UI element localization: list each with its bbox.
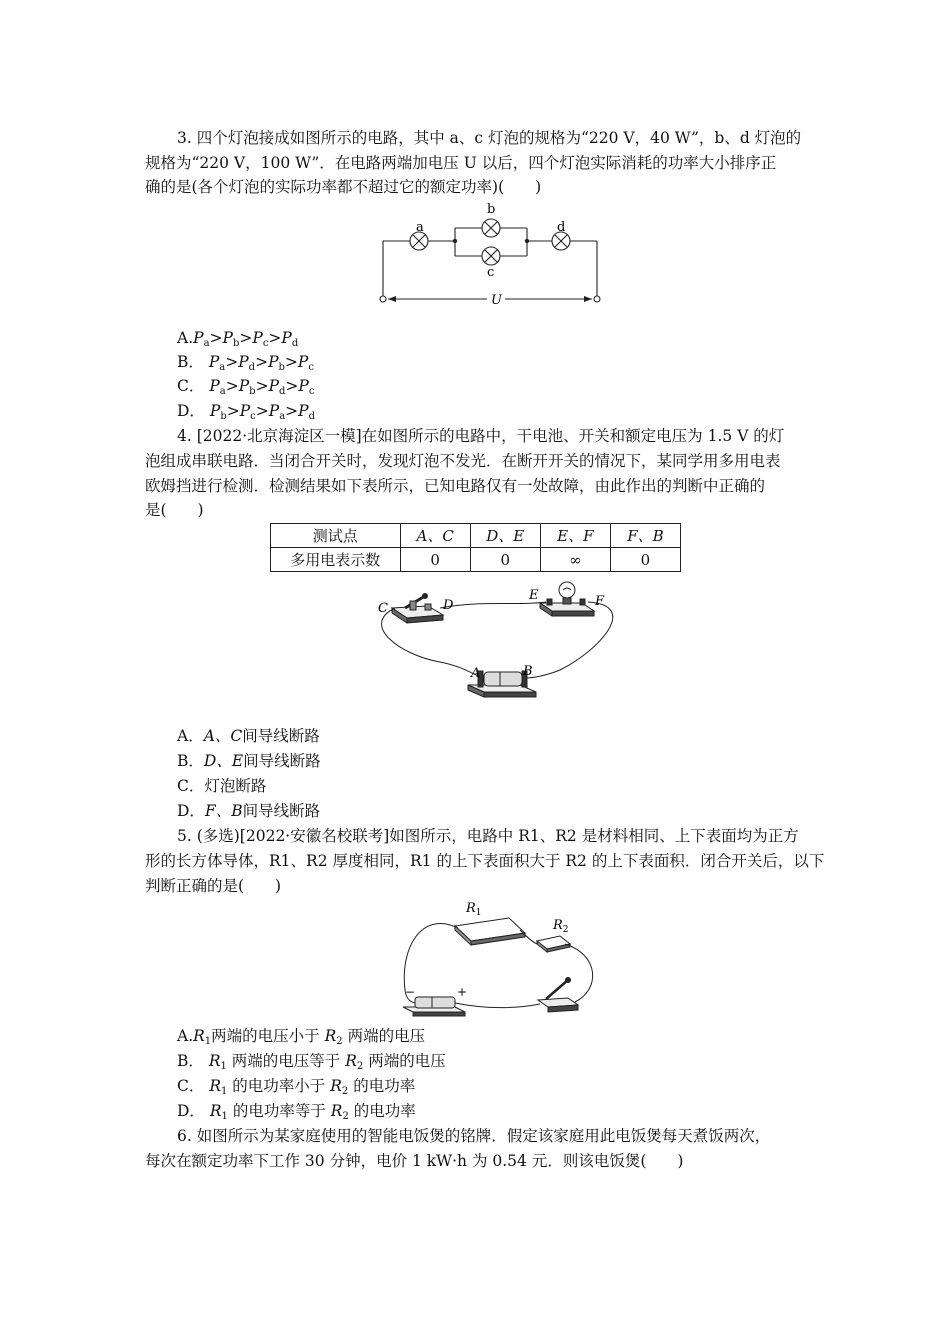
label-r1: $R_1$ — [466, 901, 482, 918]
label-d: d — [557, 220, 566, 235]
table-cell: F、B — [610, 524, 680, 548]
q5-option-c[interactable]: C． $R_1$ 的电功率小于 $R_2$ 的电功率 — [177, 1077, 416, 1097]
q3-line-3: 确的是(各个灯泡的实际功率都不超过它的额定功率)( ) — [145, 178, 542, 196]
q3-option-b[interactable]: B． $P_a>P_d>P_b>P_c$ — [177, 353, 314, 373]
label-c: c — [487, 265, 495, 280]
q3-option-c[interactable]: C． $P_a>P_b>P_d>P_c$ — [177, 377, 315, 397]
q4-line-2: 泡组成串联电路．当闭合开关时，发现灯泡不发光．在断开开关的情况下，某同学用多用电表 — [145, 452, 781, 470]
label-plus: + — [457, 985, 468, 999]
table-cell: 测试点 — [271, 524, 401, 548]
label-r2: $R_2$ — [553, 918, 569, 935]
q5-line-1: 5. (多选)[2022·安徽名校联考]如图所示，电路中 R1、R2 是材料相同、上下表面均为正方 — [177, 827, 799, 845]
label-d: D — [443, 598, 454, 613]
q5-line-3: 判断正确的是( ) — [145, 877, 282, 895]
table-cell: ∞ — [540, 548, 610, 572]
q4-option-d[interactable]: D．F、B间导线断路 — [177, 802, 321, 820]
table-cell: 多用电表示数 — [271, 548, 401, 572]
q6-line-1: 6. 如图所示为某家庭使用的智能电饭煲的铭牌．假定该家庭用此电饭煲每天煮饭两次， — [177, 1127, 771, 1145]
q4-line-4: 是( ) — [145, 501, 204, 519]
label-f: F — [595, 594, 605, 609]
q3-option-a[interactable]: $A.P_a>P_b>P_c>P_d$ — [177, 329, 299, 349]
label-c: C — [378, 601, 388, 616]
q5-line-2: 形的长方体导体，R1、R2 厚度相同，R1 的上下表面积大于 R2 的上下表面积．闭合开关后，以下 — [145, 852, 825, 870]
q4-line-1: 4. [2022·北京海淀区一模]在如图所示的电路中，干电池、开关和额定电压为 1.5 V 的灯 — [177, 427, 785, 445]
label-minus: − — [405, 985, 416, 999]
label-a: a — [416, 220, 424, 235]
label-a: A — [471, 666, 481, 681]
label-e: E — [529, 588, 539, 603]
label-u: U — [491, 293, 502, 308]
q4-line-3: 欧姆挡进行检测．检测结果如下表所示，已知电路仅有一处故障，由此作出的判断中正确的 — [145, 477, 766, 495]
q5-option-d[interactable]: D． $R_1$ 的电功率等于 $R_2$ 的电功率 — [177, 1102, 416, 1122]
table-cell: 0 — [470, 548, 540, 572]
label-b: b — [487, 202, 496, 217]
q5-option-a[interactable]: $A.R_1$两端的电压小于 $R_2$ 两端的电压 — [177, 1027, 426, 1047]
label-b: B — [523, 664, 533, 679]
q5-option-b[interactable]: B． $R_1$ 两端的电压等于 $R_2$ 两端的电压 — [177, 1052, 446, 1072]
table-cell: D、E — [470, 524, 540, 548]
q4-option-b[interactable]: B．D、E间导线断路 — [177, 752, 321, 770]
q6-line-2: 每次在额定功率下工作 30 分钟，电价 1 kW·h 为 0.54 元．则该电饭煲( ) — [145, 1152, 684, 1170]
q3-line-2: 规格为“220 V，100 W”．在电路两端加电压 U 以后，四个灯泡实际消耗的功率大小排序正 — [145, 154, 777, 172]
table-cell: 0 — [610, 548, 680, 572]
q3-option-d[interactable]: D． $P_b>P_c>P_a>P_d$ — [177, 402, 316, 422]
table-cell: A、C — [400, 524, 470, 548]
q3-line-1: 3. 四个灯泡接成如图所示的电路，其中 a、c 灯泡的规格为“220 V，40 W”，b、d 灯泡的 — [177, 129, 802, 147]
q4-option-c[interactable]: C．灯泡断路 — [177, 777, 267, 795]
battery-icon — [415, 997, 455, 1008]
table-cell: 0 — [400, 548, 470, 572]
table-cell: E、F — [540, 524, 610, 548]
q4-option-a[interactable]: A．A、C间导线断路 — [177, 727, 320, 745]
